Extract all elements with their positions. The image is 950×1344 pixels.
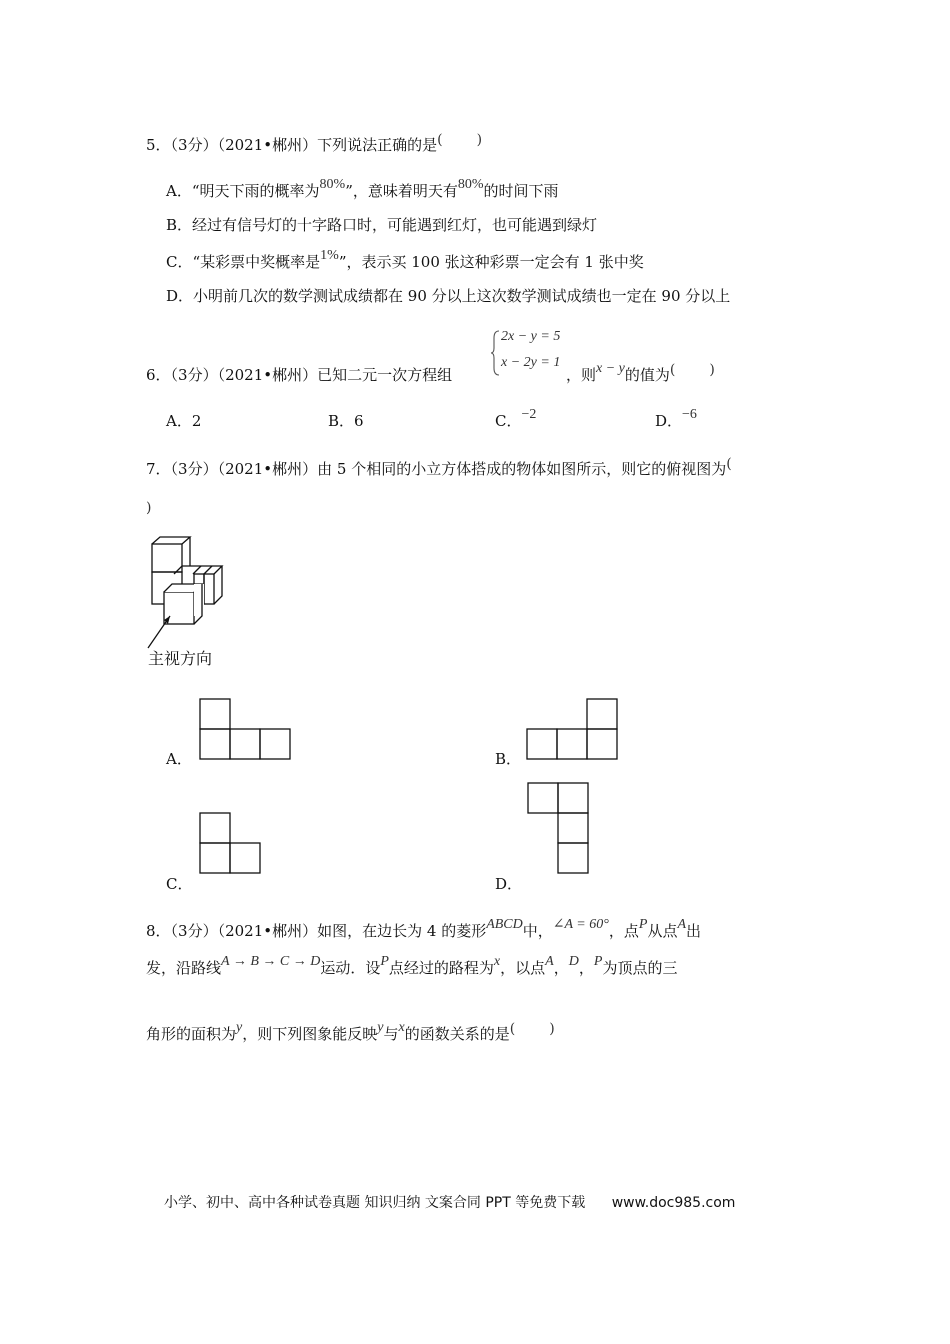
cube-figure bbox=[140, 536, 230, 656]
q7-option-d-figure bbox=[527, 782, 589, 874]
front-view-label: 主视方向 bbox=[148, 649, 213, 668]
system-equation-1: 2x − y = 5 bbox=[501, 329, 561, 344]
cube-row-face-2 bbox=[204, 574, 214, 604]
system-brace bbox=[491, 330, 501, 376]
q6-option-c: C．−2 bbox=[495, 407, 537, 430]
q7-option-b-label: B． bbox=[495, 750, 522, 768]
cube-row-divider-2 bbox=[204, 566, 212, 574]
q5-stem: 5．（3分）（2021•郴州）下列说法正确的是( ) bbox=[146, 132, 483, 154]
cube-row-top bbox=[174, 566, 222, 574]
q7-option-a-label: A． bbox=[166, 750, 192, 768]
q8-line-3: 角形的面积为y，则下列图象能反映y与x的函数关系的是( ) bbox=[146, 1020, 555, 1043]
footer-url[interactable]: www.doc985.com bbox=[611, 1195, 736, 1211]
footer-text: 小学、初中、高中各种试卷真题 知识归纳 文案合同 PPT 等免费下载 bbox=[164, 1195, 586, 1211]
q7-answer-blank-close: ) bbox=[146, 500, 152, 516]
q5-option-a: A．“明天下雨的概率为80%”，意味着明天有80%的时间下雨 bbox=[166, 177, 559, 200]
answer-blank: ( ) bbox=[509, 1021, 555, 1037]
cube-row-side bbox=[214, 566, 222, 604]
cube-row-divider-1 bbox=[193, 566, 201, 574]
answer-blank: ( ) bbox=[669, 362, 715, 378]
cube-back-top bbox=[152, 544, 182, 572]
answer-blank: ( ) bbox=[437, 132, 483, 148]
footer bbox=[164, 1192, 735, 1212]
q8-line-2: 发，沿路线A → B → C → D运动．设P点经过的路程为x，以点A，D，P为顶点的三 bbox=[146, 954, 678, 977]
q6-option-d: D．−6 bbox=[655, 407, 697, 430]
q6-option-a: A．2 bbox=[166, 412, 202, 430]
q7-option-b-figure bbox=[526, 698, 618, 760]
q7-option-a-figure bbox=[199, 698, 291, 760]
q7-option-c-label: C． bbox=[166, 875, 193, 893]
q6-option-b: B．6 bbox=[328, 412, 364, 430]
q5-option-c: C．“某彩票中奖概率是1%”，表示买 100 张这种彩票一定会有 1 张中奖 bbox=[166, 248, 644, 271]
q7-option-d-label: D． bbox=[495, 875, 523, 893]
q6-stem: 6．（3分）（2021•郴州）已知二元一次方程组 bbox=[146, 366, 453, 384]
q6-stem-tail: ，则x − y的值为( ) bbox=[566, 361, 715, 384]
q5-option-d: D．小明前几次的数学测试成绩都在 90 分以上这次数学测试成绩也一定在 90 分以上 bbox=[166, 287, 731, 305]
system-equation-2: x − 2y = 1 bbox=[501, 355, 561, 370]
cube-back-top-edge bbox=[152, 537, 190, 544]
q8-line-1: 8．（3分）（2021•郴州）如图，在边长为 4 的菱形ABCD中，∠A = 60°，点P从点A出 bbox=[146, 917, 702, 940]
q5-option-b: B．经过有信号灯的十字路口时，可能遇到红灯，也可能遇到绿灯 bbox=[166, 216, 598, 234]
q7-option-c-figure bbox=[199, 812, 261, 874]
brace-path bbox=[491, 331, 499, 375]
answer-blank-open: ( bbox=[726, 456, 732, 472]
q7-stem: 7．（3分）（2021•郴州）由 5 个相同的小立方体搭成的物体如图所示，则它的俯视图为( bbox=[146, 456, 732, 478]
